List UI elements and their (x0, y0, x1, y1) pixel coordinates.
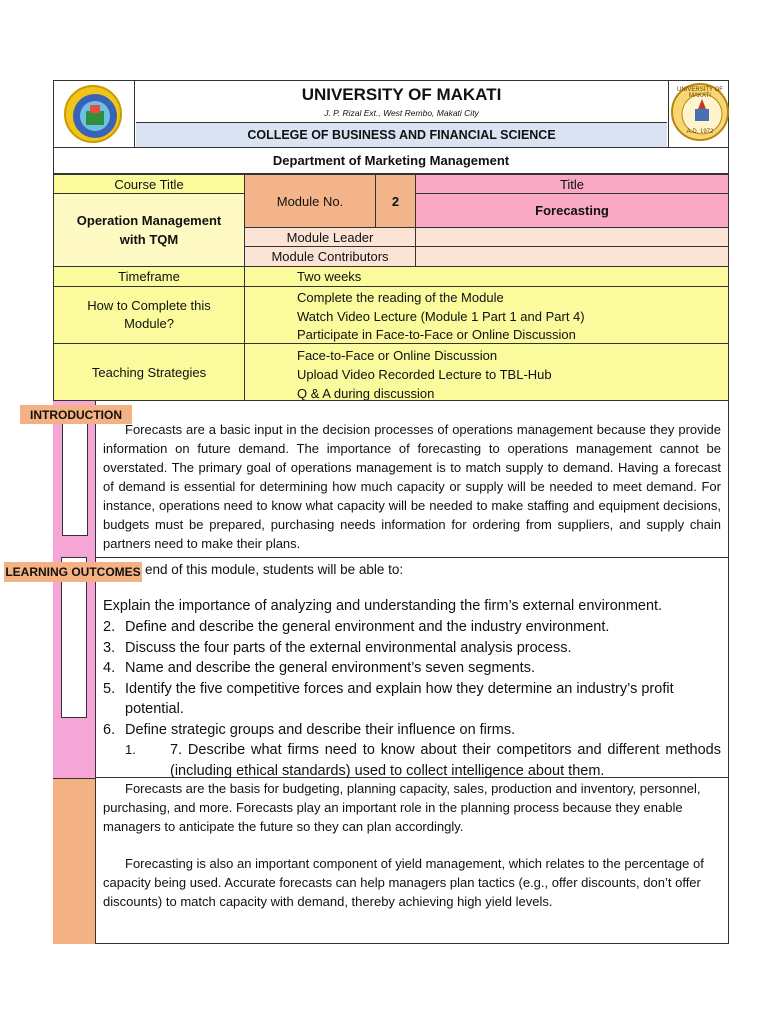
introduction-label: INTRODUCTION (20, 405, 132, 424)
outcome-item-7 (125, 740, 721, 781)
introduction-text: Forecasts are a basic input in the decision processes of operations management because they provide information on future demand. The importance of forecasting to operations management cannot be overstated. The primary goal of operations management is to match supply to demand. Having a forecast of demand is essential for determining how much capacity or supply will be needed to meet demand. For instance, operations need to know what capacity will be needed to make staffing and equipment decisions, budgets must be prepared, purchasing needs information for ordering from suppliers, and supply chain partners need to make their plans. (103, 422, 721, 551)
title-value: Forecasting (415, 193, 729, 228)
outcomes-intro: end of this module, students will be able to: (145, 562, 404, 577)
how-item: Watch Video Lecture (Module 1 Part 1 and Part 4) (297, 308, 585, 324)
outcome-item (103, 720, 723, 741)
outcome-number: 1. (125, 742, 136, 757)
college-name: COLLEGE OF BUSINESS AND FINANCIAL SCIENCE (136, 122, 667, 147)
outcome-number: 3. (103, 639, 116, 656)
outcome-item (103, 638, 723, 659)
teaching-items (244, 343, 729, 401)
university-logo (64, 85, 122, 143)
outcome-number: 2. (103, 619, 116, 635)
outcomes-list (103, 617, 723, 740)
college-seal (671, 83, 729, 141)
outcome-text: Define and describe the general environment and the industry environment. (125, 619, 610, 635)
module-no-label: Module No. (244, 174, 376, 228)
teaching-item: Q & A during discussion (297, 386, 435, 401)
module-no-value: 2 (375, 174, 416, 228)
outcome-item (103, 679, 723, 720)
university-address: J. P. Rizal Ext., West Rembo, Makati City (324, 108, 479, 118)
outcome-number: 5. (103, 680, 116, 697)
outcome-number: 6. (103, 721, 116, 738)
outcome-item (103, 617, 723, 638)
module-leader-label: Module Leader (244, 227, 416, 247)
outcome-text: Name and describe the general environment’s seven segments. (125, 660, 535, 676)
outcome-number: 4. (103, 660, 116, 676)
module-contributors-value (415, 246, 729, 267)
how-items (244, 286, 729, 344)
how-item: Complete the reading of the Module (297, 290, 504, 305)
university-logo-art (66, 87, 124, 145)
teaching-item: Upload Video Recorded Lecture to TBL-Hub (297, 367, 552, 382)
seal-text: UNIVERSITY OF MAKATI (677, 87, 723, 99)
course-title-value: Operation Management with TQM (53, 193, 245, 267)
outcome-text: Identify the five competitive forces and explain how they determine an industry’s profit potential. (125, 680, 674, 717)
discussion-paragraph-1: Forecasts are the basis for budgeting, planning capacity, sales, production and inventory, personnel, purchasing, and more. Forecasts play an important role in the planning process because they enable managers to anticipate the future so they can plan accordingly. (103, 781, 701, 834)
outcome-item-1: Explain the importance of analyzing and understanding the firm’s external environment. (103, 598, 663, 614)
intro-divider (96, 557, 729, 558)
module-contributors-label: Module Contributors (244, 246, 416, 267)
module-leader-value (415, 227, 729, 247)
discussion-strip (53, 778, 96, 944)
teaching-label: Teaching Strategies (53, 343, 245, 401)
department-name: Department of Marketing Management (53, 147, 729, 174)
learning-outcomes-label: LEARNING OUTCOMES (4, 562, 142, 582)
title-label: Title (415, 174, 729, 194)
how-label: How to Complete this Module? (53, 286, 245, 344)
seal-year: A.D. 1972 (686, 129, 714, 135)
discussion-paragraph-2: Forecasting is also an important component of yield management, which relates to the percentage of capacity being used. Accurate forecasts can help managers plan tactics (e.g., offer discounts, don’t offer discounts) to match capacity with demand, thereby achieving high yield levels. (103, 856, 704, 909)
how-item: Participate in Face-to-Face or Online Discussion (297, 327, 576, 342)
timeframe-label: Timeframe (53, 266, 245, 287)
timeframe-value: Two weeks (244, 266, 729, 287)
outcome-text: Discuss the four parts of the external environmental analysis process. (125, 639, 572, 656)
outcome-text: Define strategic groups and describe their influence on firms. (125, 721, 516, 738)
outcome-item (103, 658, 723, 679)
outcome-text: 7. Describe what firms need to know about their competitors and different methods (including ethical standards) used to collect intelligence about them. (170, 742, 721, 779)
course-title-label: Course Title (53, 174, 245, 194)
teaching-item: Face-to-Face or Online Discussion (297, 348, 498, 363)
intro-strip-inner (62, 423, 88, 536)
university-name: UNIVERSITY OF MAKATI (301, 85, 502, 104)
